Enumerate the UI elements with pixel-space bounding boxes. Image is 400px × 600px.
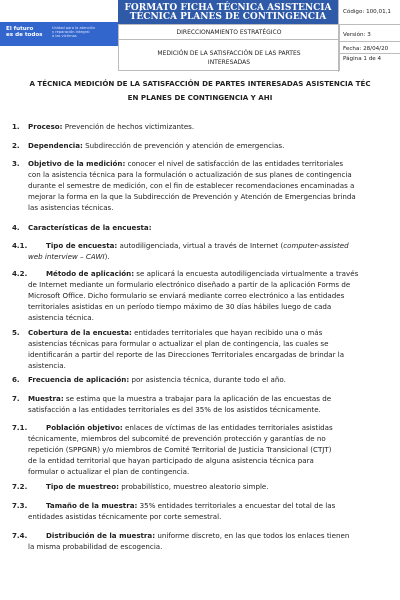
- item-label: Cobertura de la encuesta:: [28, 328, 132, 337]
- item-text: Subdirección de prevención y atención de emergencias.: [85, 141, 285, 150]
- item-text: de Internet mediante un formulario electrónico diseñado a partir de la aplicación Forms de: [28, 280, 351, 289]
- item-number: 2.: [12, 141, 20, 150]
- item-label: Tipo de encuesta:: [46, 241, 118, 250]
- item-number: 7.2.: [12, 482, 28, 491]
- form-title-line-2: TÉCNICA PLANES DE CONTINGENCIA: [129, 12, 327, 22]
- item-label: Muestra:: [28, 394, 64, 403]
- item-label: Tamaño de la muestra:: [46, 501, 138, 510]
- item-text: asistencias técnicas para formular o actualizar el plan de contingencia, las cuales se: [28, 339, 329, 348]
- direccionamiento-box: DIRECCIONAMIENTO ESTRATÉGICO: [118, 24, 340, 40]
- item-text: entidades asistidas técnicamente por corte semestral.: [28, 512, 222, 521]
- item-label: Frecuencia de aplicación:: [28, 375, 130, 384]
- logo-sub-text: Unidad para la atención y reparación integral a las víctimas: [52, 26, 96, 39]
- item-number: 7.1.: [12, 423, 28, 432]
- item-text: Prevención de hechos victimizantes.: [64, 122, 195, 131]
- item-proceso: [28, 121, 194, 132]
- organization-logo: [0, 22, 118, 46]
- item-text: se aplicará la encuesta autodiligenciada virtualmente a través: [136, 269, 359, 278]
- meta-divider: [339, 53, 400, 54]
- item-number: 7.4.: [12, 531, 28, 540]
- item-number: 6.: [12, 375, 20, 384]
- item-poblacion-cont: [28, 433, 390, 477]
- item-caracteristicas: [28, 222, 152, 233]
- version: Versión: 3: [343, 32, 371, 38]
- item-number: 4.2.: [12, 269, 28, 278]
- item-text: asistencia.: [28, 361, 66, 370]
- medicion-box: [118, 39, 340, 71]
- item-text: técnicamente, miembros del subcomité de prevención protección y garantías de no: [28, 434, 326, 443]
- medicion-line-1: MEDICIÓN DE LA SATISFACCIÓN DE LAS PARTES: [157, 50, 301, 57]
- item-label: Objetivo de la medición:: [28, 159, 126, 168]
- item-text: mejorar la forma en la que la Subdirección de Prevención y Atención de Emergencias brinda: [28, 192, 356, 201]
- item-text: se estima que la muestra a trabajar para la aplicación de las encuestas de: [65, 394, 332, 403]
- item-tamano-cont: [28, 511, 221, 522]
- item-metodo: [46, 268, 391, 279]
- item-frecuencia: [28, 374, 286, 385]
- item-muestra: [28, 393, 390, 415]
- item-text: conocer el nivel de satisfacción de las entidades territoriales: [127, 159, 344, 168]
- item-tipo-muestreo: [46, 481, 269, 492]
- item-cobertura: [28, 327, 390, 371]
- medicion-line-2: INTERESADAS: [207, 59, 251, 66]
- item-number: 1.: [12, 122, 20, 131]
- item-number: 4.: [12, 223, 20, 232]
- fecha: Fecha: 28/04/20: [343, 46, 389, 52]
- item-tipo-encuesta-cont: [28, 251, 110, 262]
- item-text: durante el semestre de medición, con el fin de establecer recomendaciones encaminadas a: [28, 181, 355, 190]
- item-text: uniforme discreto, en las que todos los enlaces tienen: [157, 531, 350, 540]
- item-text: web interview – CAWI: [28, 252, 105, 261]
- item-text: satisfacción a las entidades territoriales es del 35% de los asistidos técnicamente.: [28, 405, 321, 414]
- item-number: 7.: [12, 394, 20, 403]
- item-text: por asistencia técnica, durante todo el año.: [131, 375, 286, 384]
- item-text: formular o actualizar el plan de contingencia.: [28, 467, 190, 476]
- item-label: Características de la encuesta:: [28, 223, 152, 232]
- form-title-line-1: FORMATO FICHA TÉCNICA ASISTENCIA: [124, 3, 332, 13]
- item-distribucion-cont: [28, 541, 162, 552]
- item-label: Proceso:: [28, 122, 63, 131]
- item-tipo-encuesta: [46, 240, 391, 251]
- item-dependencia: [28, 140, 284, 151]
- item-text: asistencia técnica.: [28, 313, 94, 322]
- item-text: ).: [104, 252, 110, 261]
- item-distribucion: [46, 530, 391, 541]
- item-label: Tipo de muestreo:: [46, 482, 119, 491]
- item-number: 4.1.: [12, 241, 28, 250]
- item-text: autodiligenciada, virtual a través de Internet (: [119, 241, 284, 250]
- item-text: la misma probabilidad de escogencia.: [28, 542, 163, 551]
- item-number: 7.3.: [12, 501, 28, 510]
- item-text: probabilístico, muestreo aleatorio simple.: [121, 482, 269, 491]
- document-title-line-1: A TÉCNICA MEDICIÓN DE LA SATISFACCIÓN DE PARTES INTERESADAS ASISTENCIA TÉC: [29, 79, 371, 88]
- document-meta: [338, 0, 400, 72]
- item-text: con la asistencia técnica para la formulación o actualización de sus planes de contingencia: [28, 170, 352, 179]
- document-title-line-2: EN PLANES DE CONTINGENCIA Y AHI: [127, 93, 273, 102]
- item-text: computer-assisted: [283, 241, 349, 250]
- item-text: 35% entidades territoriales a encuestar del total de las: [139, 501, 336, 510]
- item-text: repetición (SPPGNR) y/o miembros de Comité Territorial de Justicia Transicional (CTJT): [28, 445, 332, 454]
- item-label: Dependencia:: [28, 141, 83, 150]
- item-label: Población objetivo:: [46, 423, 123, 432]
- item-text: entidades territoriales que hayan recibido una o más: [134, 328, 323, 337]
- item-text: las asistencias técnicas.: [28, 203, 114, 212]
- item-poblacion: [46, 422, 391, 433]
- meta-divider: [339, 24, 400, 25]
- form-title-bar: [118, 0, 338, 24]
- document-header: [0, 0, 400, 72]
- item-tamano: [46, 500, 391, 511]
- item-text: de la entidad territorial que hayan participado de alguna asistencia técnica para: [28, 456, 314, 465]
- logo-main-text: El futuro es de todos: [6, 26, 43, 38]
- item-text: Microsoft Office. Dicho formulario se enviará mediante correo electrónico a las entidades: [28, 291, 345, 300]
- item-label: Método de aplicación:: [46, 269, 135, 278]
- codigo: Código: 100,01,1: [343, 9, 391, 15]
- item-text: identificarán a partir del reporte de las Direcciones Territoriales encargadas de brindar la: [28, 350, 345, 359]
- item-label: Distribución de la muestra:: [46, 531, 156, 540]
- item-text: enlaces de víctimas de las entidades territoriales asistidas: [125, 423, 333, 432]
- item-text: territoriales asistidas en un período tiempo máximo de 30 días hábiles luego de cada: [28, 302, 332, 311]
- item-number: 3.: [12, 159, 20, 168]
- item-metodo-cont: [28, 279, 390, 323]
- meta-divider: [339, 41, 400, 42]
- item-number: 5.: [12, 328, 20, 337]
- pagina: Página 1 de 4: [343, 56, 382, 62]
- item-objetivo: [28, 158, 388, 213]
